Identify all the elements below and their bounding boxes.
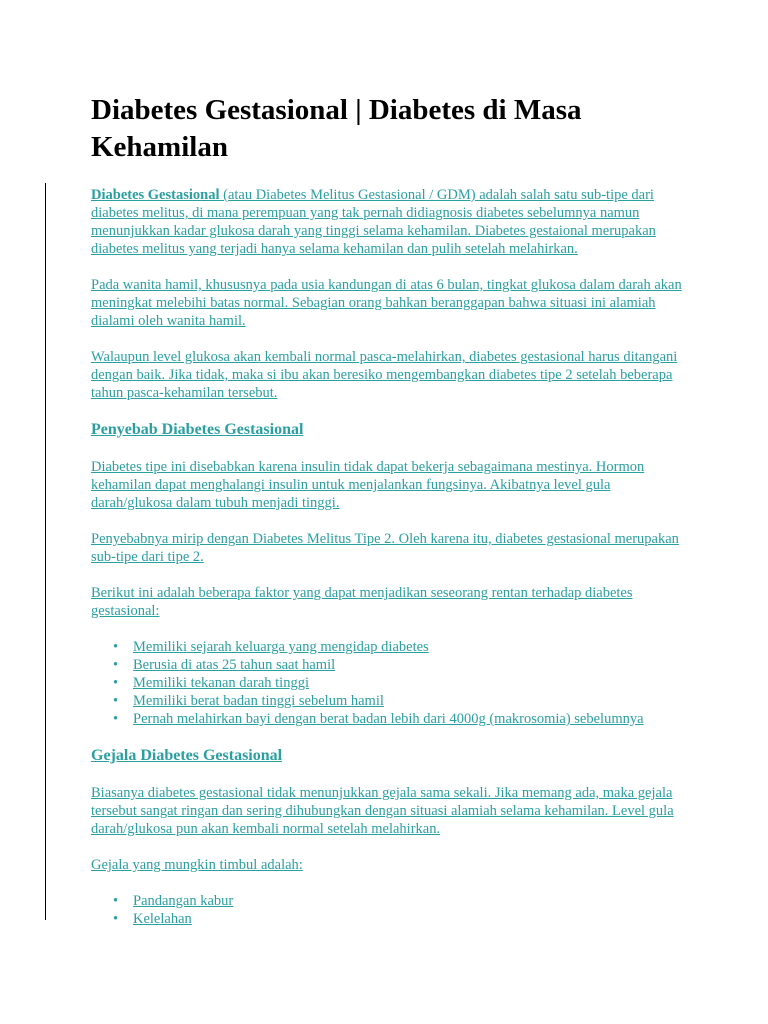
paragraph-3[interactable]: Walaupun level glukosa akan kembali normal pasca-melahirkan, diabetes gestasional harus ditangani dengan baik. Jika tidak, maka si ibu akan beresiko mengembangkan diabetes tipe 2 setelah beberapa tahun pasca-kehamilan tersebut. <box>91 349 678 401</box>
causes-paragraph-1[interactable]: Diabetes tipe ini disebabkan karena insulin tidak dapat bekerja sebagaimana mestinya. Hormon kehamilan dapat menghalangi insulin untuk menjalankan fungsinya. Akibatnya level gula darah/glukosa dalam tubuh menjadi tinggi. <box>91 459 645 511</box>
heading-causes[interactable]: Penyebab Diabetes Gestasional <box>91 421 304 438</box>
causes-paragraph-2[interactable]: Penyebabnya mirip dengan Diabetes Melitus Tipe 2. Oleh karena itu, diabetes gestasional merupakan sub-tipe dari tipe 2. <box>91 531 679 565</box>
document-title: Diabetes Gestasional | Diabetes di Masa Kehamilan <box>91 94 582 163</box>
list-item[interactable] <box>113 692 691 710</box>
list-item[interactable] <box>113 710 691 728</box>
list-item-label[interactable]: Kelelahan <box>133 911 192 927</box>
symptom-list <box>91 892 691 928</box>
list-item-label[interactable]: Pernah melahirkan bayi dengan berat badan lebih dari 4000g (makrosomia) sebelumnya <box>133 711 644 727</box>
bullet-icon: • <box>113 639 119 655</box>
bullet-icon: • <box>113 911 119 927</box>
intro-text[interactable]: (atau Diabetes Melitus Gestasional / GDM) adalah salah satu sub-tipe dari diabetes melitus, di mana perempuan yang tak pernah didiagnosis diabetes sebelumnya namun menunjukkan kadar glukosa darah yang tinggi selama kehamilan. Diabetes gestaional merupakan diabetes melitus yang terjadi hanya selama kehamilan dan pulih setelah melahirkan. <box>91 187 656 257</box>
list-item-label[interactable]: Memiliki berat badan tinggi sebelum hamil <box>133 693 384 709</box>
bullet-icon: • <box>113 693 119 709</box>
symptoms-paragraph-1[interactable]: Biasanya diabetes gestasional tidak menunjukkan gejala sama sekali. Jika memang ada, maka gejala tersebut sangat ringan dan sering dihubungkan dengan situasi alamiah selama kehamilan. Level gula darah/glukosa pun akan kembali normal setelah melahirkan. <box>91 785 674 837</box>
list-item-label[interactable]: Memiliki sejarah keluarga yang mengidap diabetes <box>133 639 429 655</box>
intro-term[interactable]: Diabetes Gestasional <box>91 187 220 203</box>
list-item-label[interactable]: Berusia di atas 25 tahun saat hamil <box>133 657 336 673</box>
list-item-label[interactable]: Pandangan kabur <box>133 893 234 909</box>
list-item[interactable] <box>113 892 691 910</box>
list-item[interactable] <box>113 674 691 692</box>
list-item[interactable] <box>113 910 691 928</box>
bullet-icon: • <box>113 893 119 909</box>
document-content <box>91 92 691 946</box>
heading-symptoms[interactable]: Gejala Diabetes Gestasional <box>91 747 283 764</box>
paragraph-2[interactable]: Pada wanita hamil, khususnya pada usia kandungan di atas 6 bulan, tingkat glukosa dalam darah akan meningkat melebihi batas normal. Sebagian orang bahkan beranggapan bahwa situasi ini alamiah dialami oleh wanita hamil. <box>91 277 682 329</box>
causes-paragraph-3[interactable]: Berikut ini adalah beberapa faktor yang dapat menjadikan seseorang rentan terhadap diabetes gestasional: <box>91 585 633 619</box>
list-item-label[interactable]: Memiliki tekanan darah tinggi <box>133 675 309 691</box>
risk-factor-list <box>91 638 691 728</box>
list-item[interactable] <box>113 638 691 656</box>
bullet-icon: • <box>113 711 119 727</box>
bullet-icon: • <box>113 675 119 691</box>
intro-paragraph[interactable] <box>91 186 691 258</box>
margin-rule <box>45 183 46 920</box>
bullet-icon: • <box>113 657 119 673</box>
symptoms-paragraph-2[interactable]: Gejala yang mungkin timbul adalah: <box>91 857 303 873</box>
list-item[interactable] <box>113 656 691 674</box>
